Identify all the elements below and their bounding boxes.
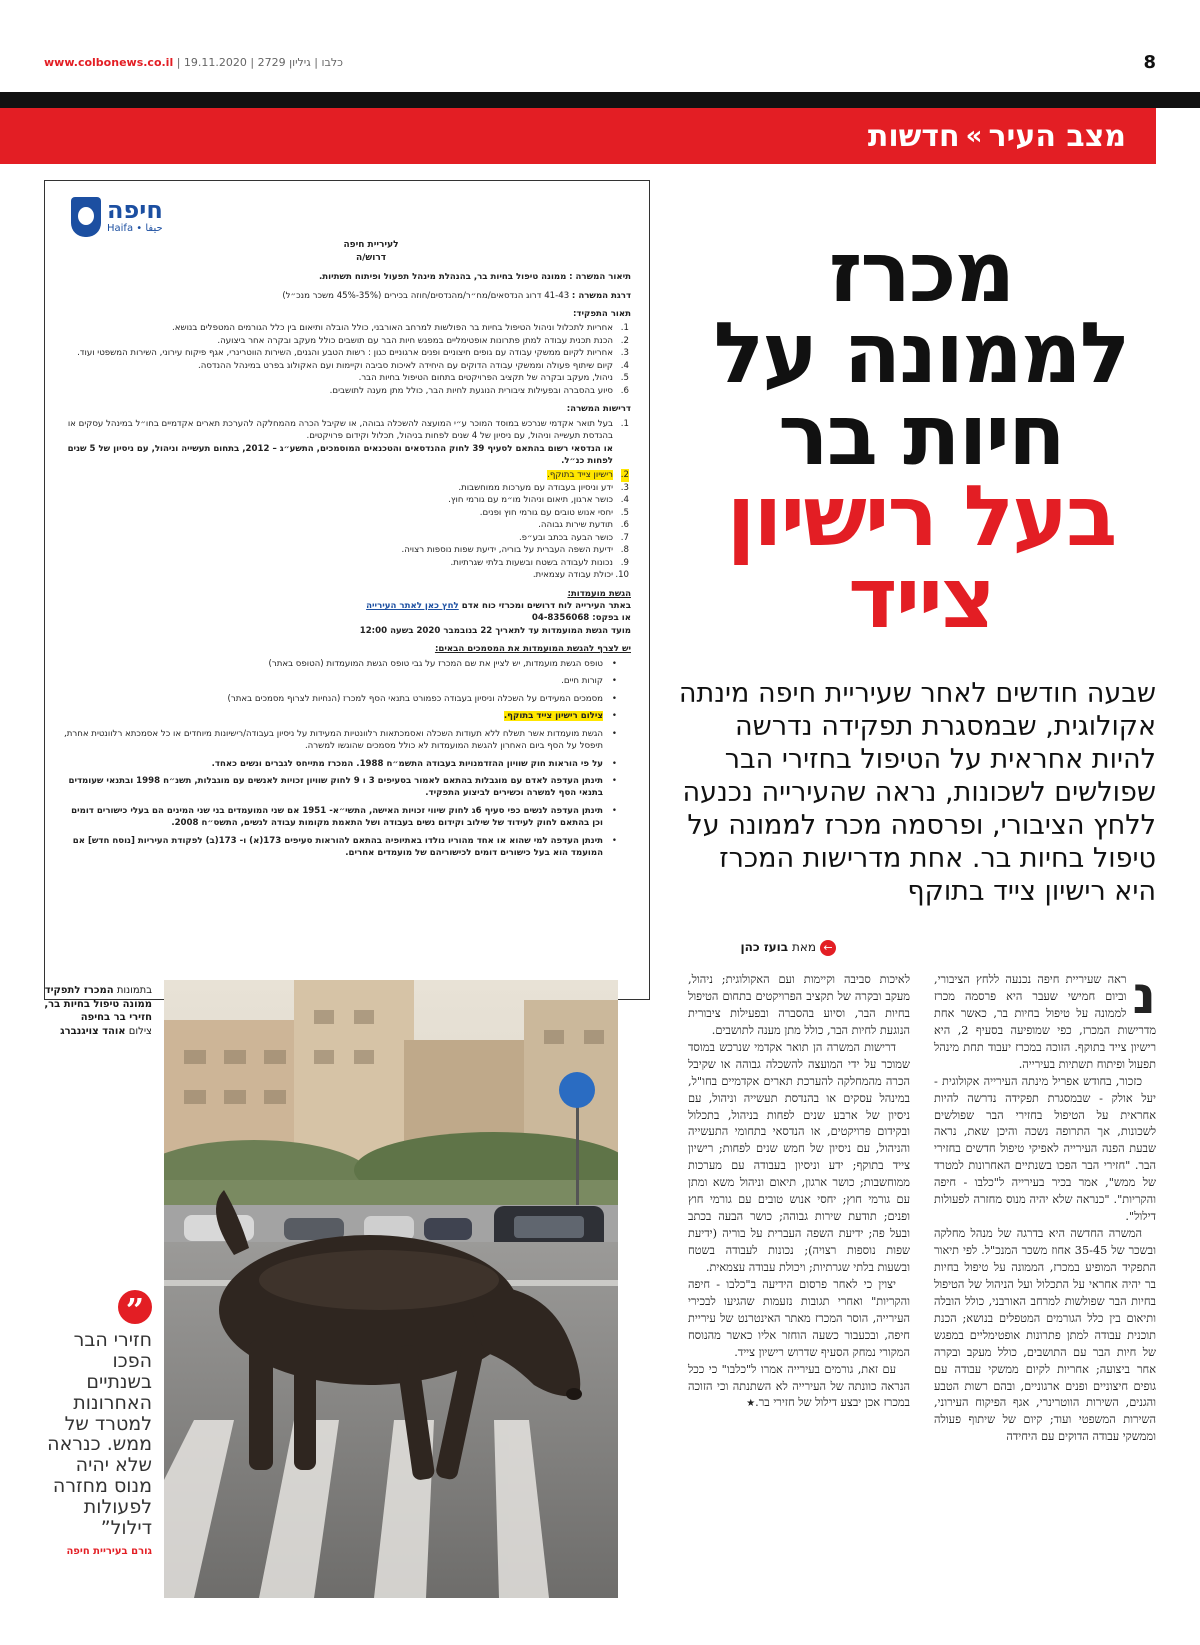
arrow-left-icon: ← [820, 940, 836, 956]
pull-quote [44, 1290, 152, 1558]
subheading: שבעה חודשים לאחר שעיריית חיפה מינתה אקולוגית, שבמסגרת תפקידה נדרשה להיות אחראית על הטיפול בחזירי הבר שפולשים לשכונות, נראה שהעירייה נכנעה ללחץ הציבורי, ופרסמה מכרז לממונה על טיפול בחיות בר. אחת מדרישות המכרז היא רישיון צייד בתוקף [678, 678, 1156, 907]
docs-label: יש לצרף להגשת המועמדות את המסמכים הבאים: [434, 644, 631, 655]
list-item [63, 335, 629, 347]
pull-quote-source: גורם בעיריית חיפה [66, 1545, 152, 1557]
item-number: 6. [620, 520, 629, 531]
list-item [63, 519, 629, 531]
section-title: מצב העיר [988, 118, 1126, 154]
logo-subtitle: Haifa • حيفا [107, 222, 163, 234]
site-url[interactable]: www.colbonews.co.il [44, 56, 174, 69]
requirements-label: דרישות המשרה: [566, 404, 631, 415]
role-list [63, 322, 629, 397]
body-paragraph: לאיכות סביבה וקיימות ועם האקולוגית; ניהול, מעקב ובקרה של תקציב הפרויקטים בתחום הטיפול בחיות הבר, וסיוע בהסברה ובפעילות ציבורית הנוגעת לחיות הבר, כולל מתן מענה לתושבים. [688, 973, 910, 1037]
article-column-2 [688, 972, 910, 1412]
item-number: 2. [620, 470, 629, 481]
item-number: 8. [620, 545, 629, 556]
drop-cap: נ [1132, 966, 1156, 1026]
grade-label: דרגת המשרה : [571, 290, 631, 301]
submit-label: הגשת מועמדות: [567, 588, 631, 599]
doc-item-text: מסמכים המעידים על השכלה וניסיון בעבודה כפמורט בתנאי הסף למכרז (הנחיות לצרוף מסמכים באתר) [227, 693, 603, 704]
photographer: אוהד צויגנברג [60, 1025, 126, 1037]
logo-hebrew: חיפה [107, 195, 163, 224]
item-number: 9. [620, 557, 629, 568]
requirement-text: יכולת עבודה עצמאית. [532, 570, 613, 581]
item-number: 4. [620, 495, 629, 506]
list-item [63, 775, 613, 800]
item-number: 5. [620, 373, 629, 384]
requirement-text: כושר ארגון, תיאום וניהול מו״מ עם גורמי חוץ. [448, 495, 613, 506]
role-item-text: אחריות לקיום ממשקי עבודה עם גופים חיצוניים ופנים ארגוניים כגון : רשות הטבע והגנים, השירות הווטרינרי, אגף פיקוח עירוני, השירות המשפטי ועוד. [77, 348, 613, 359]
submit-line: באתר העירייה לוח דרושים ומכרזי כוח אדם [461, 600, 631, 611]
submit-deadline: מועד הגשת המועמדות עד לתאריך 22 בנובמבר 2020 בשעה 12:00 [359, 625, 631, 636]
list-item [63, 372, 629, 384]
docs-list [63, 658, 613, 860]
item-number: 7. [620, 532, 629, 543]
tender-document [44, 180, 650, 1000]
headline-line: חיות בר [778, 385, 1064, 484]
doc-item-text: טופס הגשת מועמדות, יש לציין את שם המכרז על גבי טופס הגשת המועמדות (הטופס באתר) [268, 658, 603, 669]
article-column-1 [934, 966, 1157, 1446]
role-item-text: אחריות לתכלול וניהול הטיפול בחיות בר הפולשות למרחב האורבני, כולל הובלה ותיאום בין כלל הגורמים המטפלים בנושא. [172, 323, 613, 334]
section-bar [0, 108, 1156, 164]
role-item-text: ניהול, מעקב ובקרה של תקציב הפרויקטים בתחום הטיפול בחיות הבר. [358, 373, 613, 384]
item-number: 3. [620, 348, 629, 359]
body-paragraph: המשרה החדשה היא בדרגה של מנהל מחלקה ובשכר של 35-45 אחוז משכר המנכ"ל. לפי תיאור התפקיד המופיע במכרז, הממונה על טיפול בחיות בר יהיה אחראי על התכלול ועל הניהול של הטיפול בחיות הבר שפולשות למרחב האורבני, כולל הובלה ותיאום בין כלל הגורמים המטפלים בנושא; הכנת תוכנית עבודה למתן פתרונות אופטימליים במפגש של חיות הבר עם התושבים, כולל מעקב ובקרה אחר ביצועה; אחריות לקיום ממשקי עבודה עם גופים חיצוניים ופנים ארגוניים, ובהם רשות הטבע והגנים, השירות הווטרינרי, אגף הפיקוח העירוני, השירות המשפטי ועוד; קיום של שיתוף פעולה וממשקי עבודה הדוקים עם היחידה [934, 1227, 1156, 1444]
list-item [63, 805, 613, 830]
body-paragraph: עם זאת, גורמים בעירייה אמרו ל"כלבו" כי ככל הנראה כוונתה של העירייה לא השתנתה וכי הזוכה במכרז אכן יבצע דילול של חזירי בר.★ [688, 1362, 910, 1410]
item-number: 6. [620, 385, 629, 396]
page-number: 8 [1143, 52, 1156, 73]
byline-prefix: מאת [791, 940, 816, 954]
body-paragraph: יצוין כי לאחר פרסום הידיעה ב"כלבו - חיפה והקריות" ואחרי תגובות נזעמות שהגיעו לבכירי העירייה, הוסר המכרז מאתר האינטרנט של עיריית חיפה, ובכעבור כשעה הוחזר אליו כאשר מהנוסח המקורי נמחק הסעיף שדרוש רישיון צייד. [688, 1277, 910, 1359]
role-item-text: סיוע בהסברה ובפעילות ציבורית הנוגעת לחיות הבר, כולל מתן מענה לתושבים. [329, 385, 613, 396]
requirement-1: בעל תואר אקדמי שנרכש במוסד המוכר ע״י המועצה להשכלה גבוהה, או שקיבל הכרה מהמחלקה להערכת תארים אקדמיים בחו״ל במינהל עסקים או בהנדסת תעשייה וניהול, עם ניסיון של 4 שנים לפחות בניהול, תכלול וקידום פרויקטים. [67, 418, 613, 442]
subsection-title: חדשות [867, 118, 960, 154]
item-number: 1. [620, 323, 629, 334]
boar-photo [164, 980, 618, 1598]
pull-quote-text: חזירי הבר הפכו בשנתיים האחרונות למטרד של ממש. כנראה שלא יהיה מנוס מחזרה לפעולות דילול” [47, 1329, 152, 1540]
doc-item-text: תינתן העדפה למי שהוא או אחד מהוריו נולדו באתיופיה בהתאם להוראות סעיפים 173(א) ו- 173(ב) לפקודת העיריות [נוסח חדש] אם המועמד הוא בעל כישורים דומים לכישוריהם של מועמדים אחרים. [72, 835, 603, 859]
doc-item-text: תינתן העדפה לנשים כפי סעיף 6ג לחוק שיווי זכויות האישה, התשי״א- 1951 אם שני המועמדים בני שני המינים הם בעלי כישורים דומים וכן בהתאם לחוק לעידוד של שילוב וקידום נשים בעבודה ושל התאמת מקומות עבודה לנשים, התשס״ח 2008. [71, 805, 603, 829]
city-site-link[interactable]: לחץ כאן לאתר העירייה [366, 600, 459, 611]
list-item [63, 544, 629, 556]
item-number: 2. [620, 335, 629, 346]
headline [686, 223, 1156, 647]
body-paragraph: כזכור, בחודש אפריל מינתה העירייה אקולוגית - יעל אולק - שבמסגרת תפקידה נדרשה להיות אחראית על הטיפול בחזירי הבר שפולשים לשכונות, אך התרופה נשכה והיכן שאת, נראה שבעת הפנה העירייה לאפיקי טיפול חדשים בחזירי הבר. "חזירי הבר הפכו בשנתיים האחרונות למטרד של ממש", אמר בכיר בעירייה ל"כלבו - חיפה והקריות". "כנראה שלא יהיה מנוס מחזרה לפעולות דילול". [934, 1074, 1156, 1224]
requirement-1b: או הנדסאי רשום בהתאם לסעיף 39 לחוק ההנדסאים והטכנאים המוסמכים, התשע״ג – 2012, בתחום תעשייה וניהול, עם ניסיון של 5 שנים לפחות כנ״ל. [67, 443, 613, 466]
end-mark-icon: ★ [746, 1398, 756, 1410]
list-item [63, 482, 629, 494]
submit-fax: או בפקס: 04-8356068 [531, 613, 631, 624]
list-item [63, 507, 629, 519]
requirement-text: יחסי אנוש טובים עם גורמי חוץ ופנים. [479, 507, 613, 518]
doc-title-2: דרוש/ה [355, 253, 387, 264]
body-paragraph: דרישות המשרה הן תואר אקדמי שנרכש במוסד שמוכר על ידי המועצה להשכלה גבוהה או שקיבל הכרה מהמחלקה להערכת תארים אקדמיים בחו"ל, במינהל עסקים או בהנדסת תעשייה וניהול, עם ניסיון של ארבע שנים לפחות בניהול, בתכלול ובקידום פרויקטים, או הנדסאי בתחומי התעשייה והניהול, עם ניסיון של חמש שנים לפחות; רישיון צייד בתוקף; ידע וניסיון בעבודה עם מערכות ממוחשבות; כושר ארגון, תיאום וניהול משא ומתן עם גורמי חוץ; יחסי אנוש טובים עם גורמי חוץ ופנים; תודעת שירות גבוהה; כושר הבעה בכתב ובעל פה; ידיעת השפה העברית על בוריה (ידיעת שפות נוספות רצויה); נכונות לעבודה בשטח ובשעות בלתי שגרתיות; ויכולת עבודה עצמאית. [688, 1040, 910, 1274]
doc-title-1: לעיריית חיפה [343, 240, 399, 250]
list-item [63, 835, 613, 860]
job-title: ממונה טיפול בחיות בר, בהנהלת מינהל תפעול ופיתוח תשתיות. [318, 272, 567, 283]
list-item [63, 322, 629, 334]
job-title-label: תיאור המשרה : [569, 272, 631, 283]
item-number: 3. [620, 482, 629, 493]
page-header: www.colbonews.co.il | כלבו | גיליון 2729 | 19.11.2020 8 [44, 52, 1156, 73]
requirement-text: כושר הבעה בכתב ובע״פ. [518, 532, 613, 543]
requirement-text: תודעת שירות גבוהה. [538, 520, 613, 531]
caption-photo-label: צילום [128, 1025, 152, 1037]
list-item [63, 728, 613, 753]
list-item [63, 532, 629, 544]
list-item [63, 557, 629, 569]
list-item [63, 658, 613, 670]
list-item [63, 360, 629, 372]
item-number: 10. [615, 570, 629, 581]
author-name: בועז כהן [740, 940, 789, 954]
item-number: 4. [620, 360, 629, 371]
list-item [63, 385, 629, 397]
role-label: תאור התפקיד: [572, 309, 631, 319]
byline [741, 940, 836, 956]
requirement-text: רישיון צייד בתוקף. [547, 470, 613, 481]
haifa-logo [63, 191, 198, 243]
quote-mark-icon: ” [118, 1290, 152, 1324]
photo-caption [44, 984, 152, 1038]
requirement-text: ידיעת השפה העברית על בוריה, ידיעת שפות נוספות רצויה. [401, 545, 613, 556]
list-item [63, 469, 629, 481]
caption-lead: בתמונות [116, 985, 152, 996]
headline-line: בעל רישיון [726, 467, 1116, 566]
role-item-text: קיום שיתוף פעולה וממשקי עבודה הדוקים עם היחידה לאיכות סביבה וקיימות ועם האקולוג בפרט במינהל ההנדסה. [197, 360, 613, 371]
list-item [63, 693, 613, 705]
boar-photo-image [164, 980, 618, 1598]
list-item [63, 494, 629, 506]
item-number: 5. [620, 507, 629, 518]
list-item [63, 710, 613, 722]
haifa-crest-icon [71, 197, 101, 237]
headline-line: צייד [848, 548, 994, 647]
doc-item-text: תינתן העדפה לאדם עם מוגבלות בהתאם לאמור בסעיפים 3 ו 9 לחוק שוויון זכויות לאנשים עם מוגבלות, תשנ״ח 1998 ובתנאי שעומדים בתנאי הסף למשרה וכשירים לביצוע התפקיד. [68, 775, 603, 799]
black-band [0, 92, 1200, 108]
doc-item-text: קורות חיים. [561, 676, 603, 687]
headline-line: מכרז [828, 223, 1014, 321]
role-item-text: הכנת תכנית עבודה למתן פתרונות אופטימליים במפגש חיות הבר עם תושבים כולל מעקב ובקרה אחר ביצועה. [217, 335, 613, 346]
requirement-text: ידע וניסיון בעבודה עם מערכות ממוחשבות. [458, 482, 613, 493]
grade: 41-43 דרוג הנדסאים/מח״ר/מהנדסים/חוזה בכירים (35%-45% משכר מנכ״ל) [282, 290, 570, 301]
requirements-list-rest [63, 469, 629, 581]
doc-item-text: צילום רישיון צייד בתוקף. [503, 711, 603, 722]
list-item [63, 758, 613, 770]
requirements-list [63, 418, 629, 468]
body-paragraph: ראה שעיריית חיפה נכנעה ללחץ הציבורי, וביום חמישי שעבר היא פרסמה מכרז לממונה על טיפול בחיות בר, כאשר אחת מדרישות המכרז, כפי שמופיעה בסעיף 2, היא רישיון צייד בתוקף. הזוכה במכרז יעבוד תחת מינהל תפעול ופיתוח תשתיות בעירייה. [934, 973, 1157, 1071]
doc-item-text: הגשת מועמדות אשר תשלח ללא תעודות השכלה ואסמכתאות רלוונטיות המעידות על ניסיון בעבודה/רישיונות מיוחדים או כל אסמכתא רלוונטית אחרת, תיפסל על הסף ביום האחרון להגשת המועמדות לא כולל מסמכים שהוגשו למשרה. [63, 728, 603, 752]
caption-text: המכרז לתפקיד ממונה טיפול בחיות בר, חזירי בר בחיפה [44, 985, 152, 1023]
list-item [63, 675, 613, 687]
doc-item-text: על פי הוראות חוק שוויון ההזדמנויות בעבודה התשמ״ח 1988. המכרז מתייחס לגברים ונשים כאחד. [211, 758, 603, 769]
list-item [63, 347, 629, 359]
headline-line: לממונה על [713, 304, 1129, 403]
list-item: 1. בעל תואר אקדמי שנרכש במוסד המוכר ע״י המועצה להשכלה גבוהה, או שקיבל הכרה מהמחלקה להערכת תארים אקדמיים בחו״ל במינהל עסקים או בהנדסת תעשייה וניהול, עם ניסיון של 4 שנים לפחות בניהול, תכלול וקידום פרויקטים. או הנדסאי רשום בהתאם לסעיף 39 לחוק ההנדסאים והטכנאים המוסמכים, התשע״ג – 2012, בתחום תעשייה וניהול, עם ניסיון של 5 שנים לפחות כנ״ל. [67, 418, 629, 466]
list-item [63, 569, 629, 581]
requirement-text: נכונות לעבודה בשטח ובשעות בלתי שגרתיות. [450, 557, 613, 568]
chevron-icon: » [965, 121, 983, 151]
issue-info: כלבו | גיליון 2729 | 19.11.2020 [183, 56, 343, 69]
